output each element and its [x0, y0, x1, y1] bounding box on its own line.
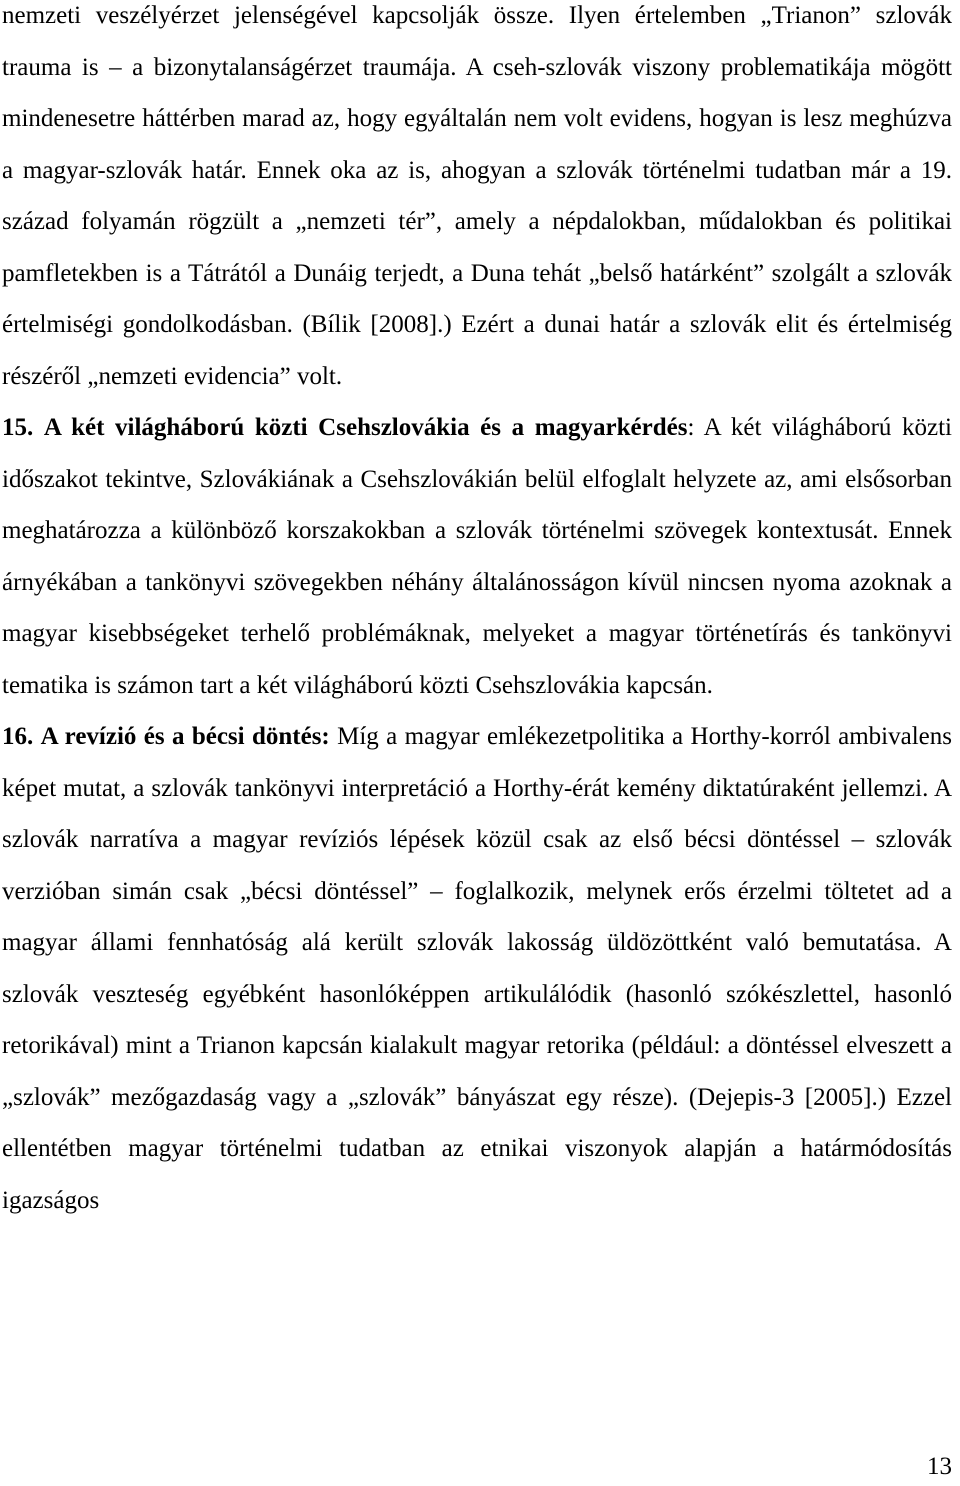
document-page — [2, 0, 952, 1226]
paragraph-15-text: : A két világháború közti időszakot tekintve, Szlovákiának a Csehszlovákián belül elfoglalt helyzete az, ami elsősorban meghatározza a különböző korszakokban a szlovák történelmi szövegek kontextusát. Ennek árnyékában a tankönyvi szövegekben néhány általánosságon kívül nincsen nyoma azoknak a magyar kisebbségeket terhelő problémáknak, melyeket a magyar történetírás és tankönyvi tematika is számon tart a két világháború közti Csehszlovákia kapcsán. — [2, 414, 952, 699]
paragraph-16-text: Míg a magyar emlékezetpolitika a Horthy-korról ambivalens képet mutat, a szlovák tankönyvi interpretáció a Horthy-érát kemény diktatúraként jellemzi. A szlovák narratíva a magyar revíziós lépések közül csak az első bécsi döntéssel – szlovák verzióban simán csak „bécsi döntéssel” – foglalkozik, melynek erős érzelmi töltetet ad a magyar állami fennhatóság alá került szlovák lakosság üldözöttként való bemutatása. A szlovák veszteség egyébként hasonlóképpen artikulálódik (hasonló szókészlettel, hasonló retorikával) mint a Trianon kapcsán kialakult magyar retorika (például: a döntéssel elveszett a „szlovák” mezőgazdaság vagy a „szlovák” bányászat egy része). (Dejepis-3 [2005].) Ezzel ellentétben magyar történelmi tudatban az etnikai viszonyok alapján a határmódosítás igazságos — [2, 723, 952, 1214]
paragraph-15 — [2, 402, 952, 711]
section-number-15: 15. — [2, 414, 34, 441]
section-heading-16: A revízió és a bécsi döntés: — [40, 723, 330, 750]
paragraph-1-text: nemzeti veszélyérzet jelenségével kapcsolják össze. Ilyen értelemben „Trianon” szlovák trauma is – a bizonytalanságérzet traumája. A cseh-szlovák viszony problematikája mögött mindenesetre háttérben marad az, hogy egyáltalán nem volt evidens, hogyan is lesz meghúzva a magyar-szlovák határ. Ennek oka az is, ahogyan a szlovák történelmi tudatban már a 19. század folyamán rögzült a „nemzeti tér”, amely a népdalokban, műdalokban és politikai pamfletekben is a Tátrától a Dunáig terjedt, a Duna tehát „belső határként” szolgált a szlovák értelmiségi gondolkodásban. (Bílik [2008].) Ezért a dunai határ a szlovák elit és értelmiség részéről „nemzeti evidencia” volt. — [2, 2, 952, 390]
paragraph-16 — [2, 711, 952, 1226]
paragraph-1 — [2, 0, 952, 402]
section-number-16: 16. — [2, 723, 34, 750]
section-heading-15: A két világháború közti Csehszlovákia és a magyarkérdés — [43, 414, 688, 441]
page-number: 13 — [927, 1453, 952, 1480]
